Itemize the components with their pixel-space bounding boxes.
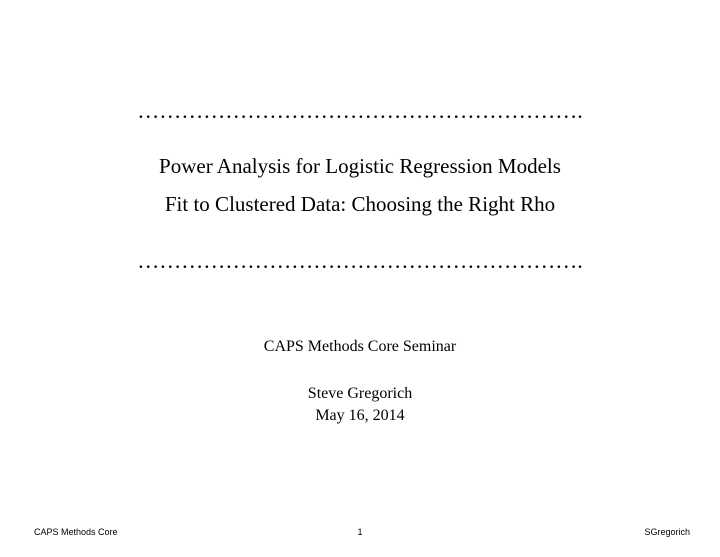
title-line-1: Power Analysis for Logistic Regression Models <box>159 154 561 178</box>
dotted-rule-top: ……………………………………………………. <box>137 98 583 123</box>
presentation-date: May 16, 2014 <box>315 407 405 424</box>
author-name: Steve Gregorich <box>307 385 413 402</box>
title-line-2: Fit to Clustered Data: Choosing the Right Rho <box>164 192 556 216</box>
footer-right: SGregorich <box>644 527 690 537</box>
page-number: 1 <box>357 527 363 537</box>
footer-left: CAPS Methods Core <box>34 527 118 537</box>
dotted-rule-bottom: ……………………………………………………. <box>137 248 583 273</box>
seminar-name: CAPS Methods Core Seminar <box>263 338 457 355</box>
